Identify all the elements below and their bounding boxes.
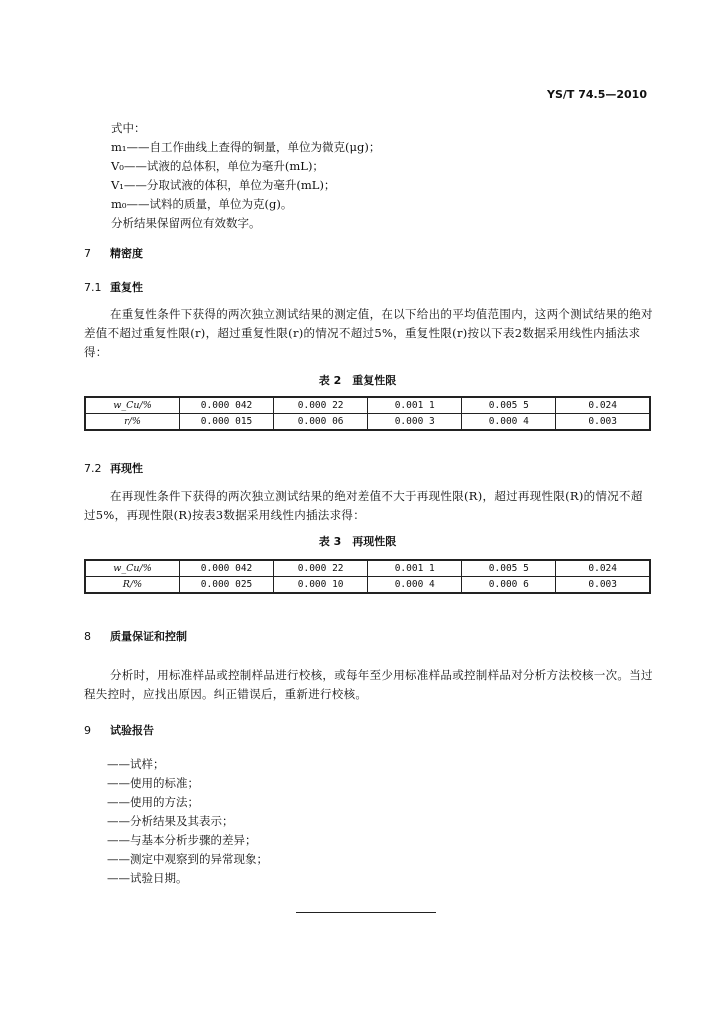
table-3-caption: 表 3 再现性限 xyxy=(318,535,397,548)
table-cell: 0.001 1 xyxy=(368,560,462,577)
table-row xyxy=(85,414,650,431)
section-number: 9 xyxy=(84,724,91,737)
quality-assurance-paragraph: 分析时，用标准样品或控制样品进行校核，或每年至少用标准样品或控制样品对分析方法校核一次。当过程失控时，应找出原因。纠正错误后，重新进行校核。 xyxy=(84,668,653,701)
row-label: w_Cu/% xyxy=(85,560,180,577)
table-cell: 0.000 22 xyxy=(274,397,368,414)
var-line: V₁——分取试液的体积，单位为毫升(mL)； xyxy=(111,178,336,192)
section-7-2-heading xyxy=(84,460,143,476)
table-cell: 0.000 015 xyxy=(180,414,274,431)
report-item: ——使用的标准； xyxy=(107,776,199,790)
section-title: 精密度 xyxy=(110,247,143,260)
table-cell: 0.000 06 xyxy=(274,414,368,431)
section-7-heading xyxy=(84,245,143,261)
section-number: 8 xyxy=(84,630,91,643)
report-item: ——试样； xyxy=(107,757,165,771)
section-number: 7.2 xyxy=(84,462,102,475)
table-cell: 0.005 5 xyxy=(462,397,556,414)
table-cell: 0.024 xyxy=(556,397,650,414)
row-label: r/% xyxy=(85,414,180,431)
report-item: ——试验日期。 xyxy=(107,871,188,885)
table-cell: 0.001 1 xyxy=(368,397,462,414)
report-item: ——与基本分析步骤的差异； xyxy=(107,833,257,847)
table-cell: 0.000 4 xyxy=(462,414,556,431)
section-title: 试验报告 xyxy=(110,724,154,737)
table-row xyxy=(85,560,650,577)
section-8-heading xyxy=(84,628,187,644)
report-item: ——分析结果及其表示； xyxy=(107,814,234,828)
table-cell: 0.000 042 xyxy=(180,560,274,577)
section-number: 7.1 xyxy=(84,281,102,294)
table-cell: 0.000 22 xyxy=(274,560,368,577)
reproducibility-paragraph: 在再现性条件下获得的两次独立测试结果的绝对差值不大于再现性限(R)，超过再现性限(R)的情况不超过5%，再现性限(R)按表3数据采用线性内插法求得： xyxy=(84,489,643,522)
table-row xyxy=(85,397,650,414)
row-label: w_Cu/% xyxy=(85,397,180,414)
table-cell: 0.000 10 xyxy=(274,577,368,594)
table-cell: 0.003 xyxy=(556,414,650,431)
section-7-1-heading xyxy=(84,279,143,295)
table-row xyxy=(85,577,650,594)
report-item: ——测定中观察到的异常现象； xyxy=(107,852,268,866)
formula-vars-title: 式中： xyxy=(111,121,146,135)
end-rule xyxy=(296,912,436,913)
table-cell: 0.000 025 xyxy=(180,577,274,594)
var-line: V₀——试液的总体积，单位为毫升(mL)； xyxy=(111,159,324,173)
var-line: m₁——自工作曲线上查得的铜量，单位为微克(μg)； xyxy=(111,140,381,154)
table-cell: 0.003 xyxy=(556,577,650,594)
table-cell: 0.024 xyxy=(556,560,650,577)
table-cell: 0.005 5 xyxy=(462,560,556,577)
section-title: 重复性 xyxy=(110,281,143,294)
section-title: 再现性 xyxy=(110,462,143,475)
table-cell: 0.000 4 xyxy=(368,577,462,594)
table-cell: 0.000 042 xyxy=(180,397,274,414)
repeatability-paragraph: 在重复性条件下获得的两次独立测试结果的测定值，在以下给出的平均值范围内，这两个测试结果的绝对差值不超过重复性限(r)，超过重复性限(r)的情况不超过5%，重复性限(r)按以下表2数据采用线性内插法求得： xyxy=(84,307,653,359)
row-label: R/% xyxy=(85,577,180,594)
section-9-heading xyxy=(84,722,154,738)
reproducibility-table xyxy=(84,559,651,594)
section-title: 质量保证和控制 xyxy=(110,630,187,643)
repeatability-table xyxy=(84,396,651,431)
section-number: 7 xyxy=(84,247,91,260)
report-item: ——使用的方法； xyxy=(107,795,199,809)
standard-number: YS/T 74.5—2010 xyxy=(547,88,647,101)
table-2-caption: 表 2 重复性限 xyxy=(318,374,397,387)
table-cell: 0.000 6 xyxy=(462,577,556,594)
significant-digits-note: 分析结果保留两位有效数字。 xyxy=(111,216,261,230)
table-cell: 0.000 3 xyxy=(368,414,462,431)
var-line: m₀——试料的质量，单位为克(g)。 xyxy=(111,197,293,211)
